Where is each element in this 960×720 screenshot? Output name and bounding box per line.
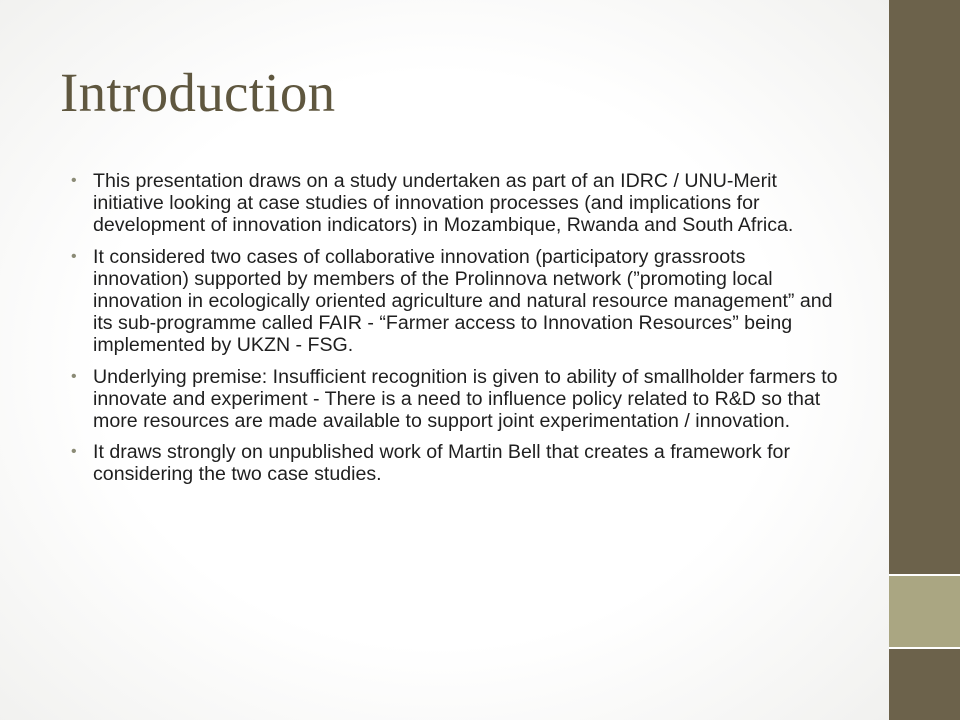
slide-title: Introduction	[60, 62, 336, 123]
bullet-item	[70, 170, 842, 237]
bullet-icon: •	[71, 367, 77, 385]
bullet-item	[70, 246, 842, 357]
bullet-icon: •	[71, 247, 77, 265]
sidebar-divider	[889, 574, 960, 576]
sidebar-divider	[889, 647, 960, 649]
bullet-icon: •	[71, 443, 77, 461]
bullet-text: Underlying premise: Insufficient recognition is given to ability of smallholder farmers to innovate and experiment - There is a need to influence policy related to R&D so that more resources are made available to support joint experimentation / innovation.	[93, 365, 838, 433]
bullet-text: This presentation draws on a study undertaken as part of an IDRC / UNU-Merit initiative looking at case studies of innovation processes (and implications for development of innovation indicators) in Mozambique, Rwanda and South Africa.	[93, 170, 794, 237]
bullet-text: It draws strongly on unpublished work of Martin Bell that creates a framework for considering the two case studies.	[93, 441, 790, 486]
decorative-sidebar	[889, 0, 960, 720]
bullet-item	[70, 366, 842, 433]
bullet-item	[70, 441, 842, 485]
bullet-text: It considered two cases of collaborative innovation (participatory grassroots innovation) supported by members of the Prolinnova network (”promoting local innovation in ecologically oriented agriculture and natural resource management” and its sub-programme called FAIR - “Farmer access to Innovation Resources” being implemented by UKZN - FSG.	[93, 245, 833, 357]
bullet-icon: •	[71, 172, 77, 189]
sidebar-light-segment	[889, 575, 960, 648]
sidebar-dark-segment	[889, 648, 960, 720]
sidebar-dark-segment	[889, 0, 960, 575]
bullet-list	[70, 170, 842, 495]
